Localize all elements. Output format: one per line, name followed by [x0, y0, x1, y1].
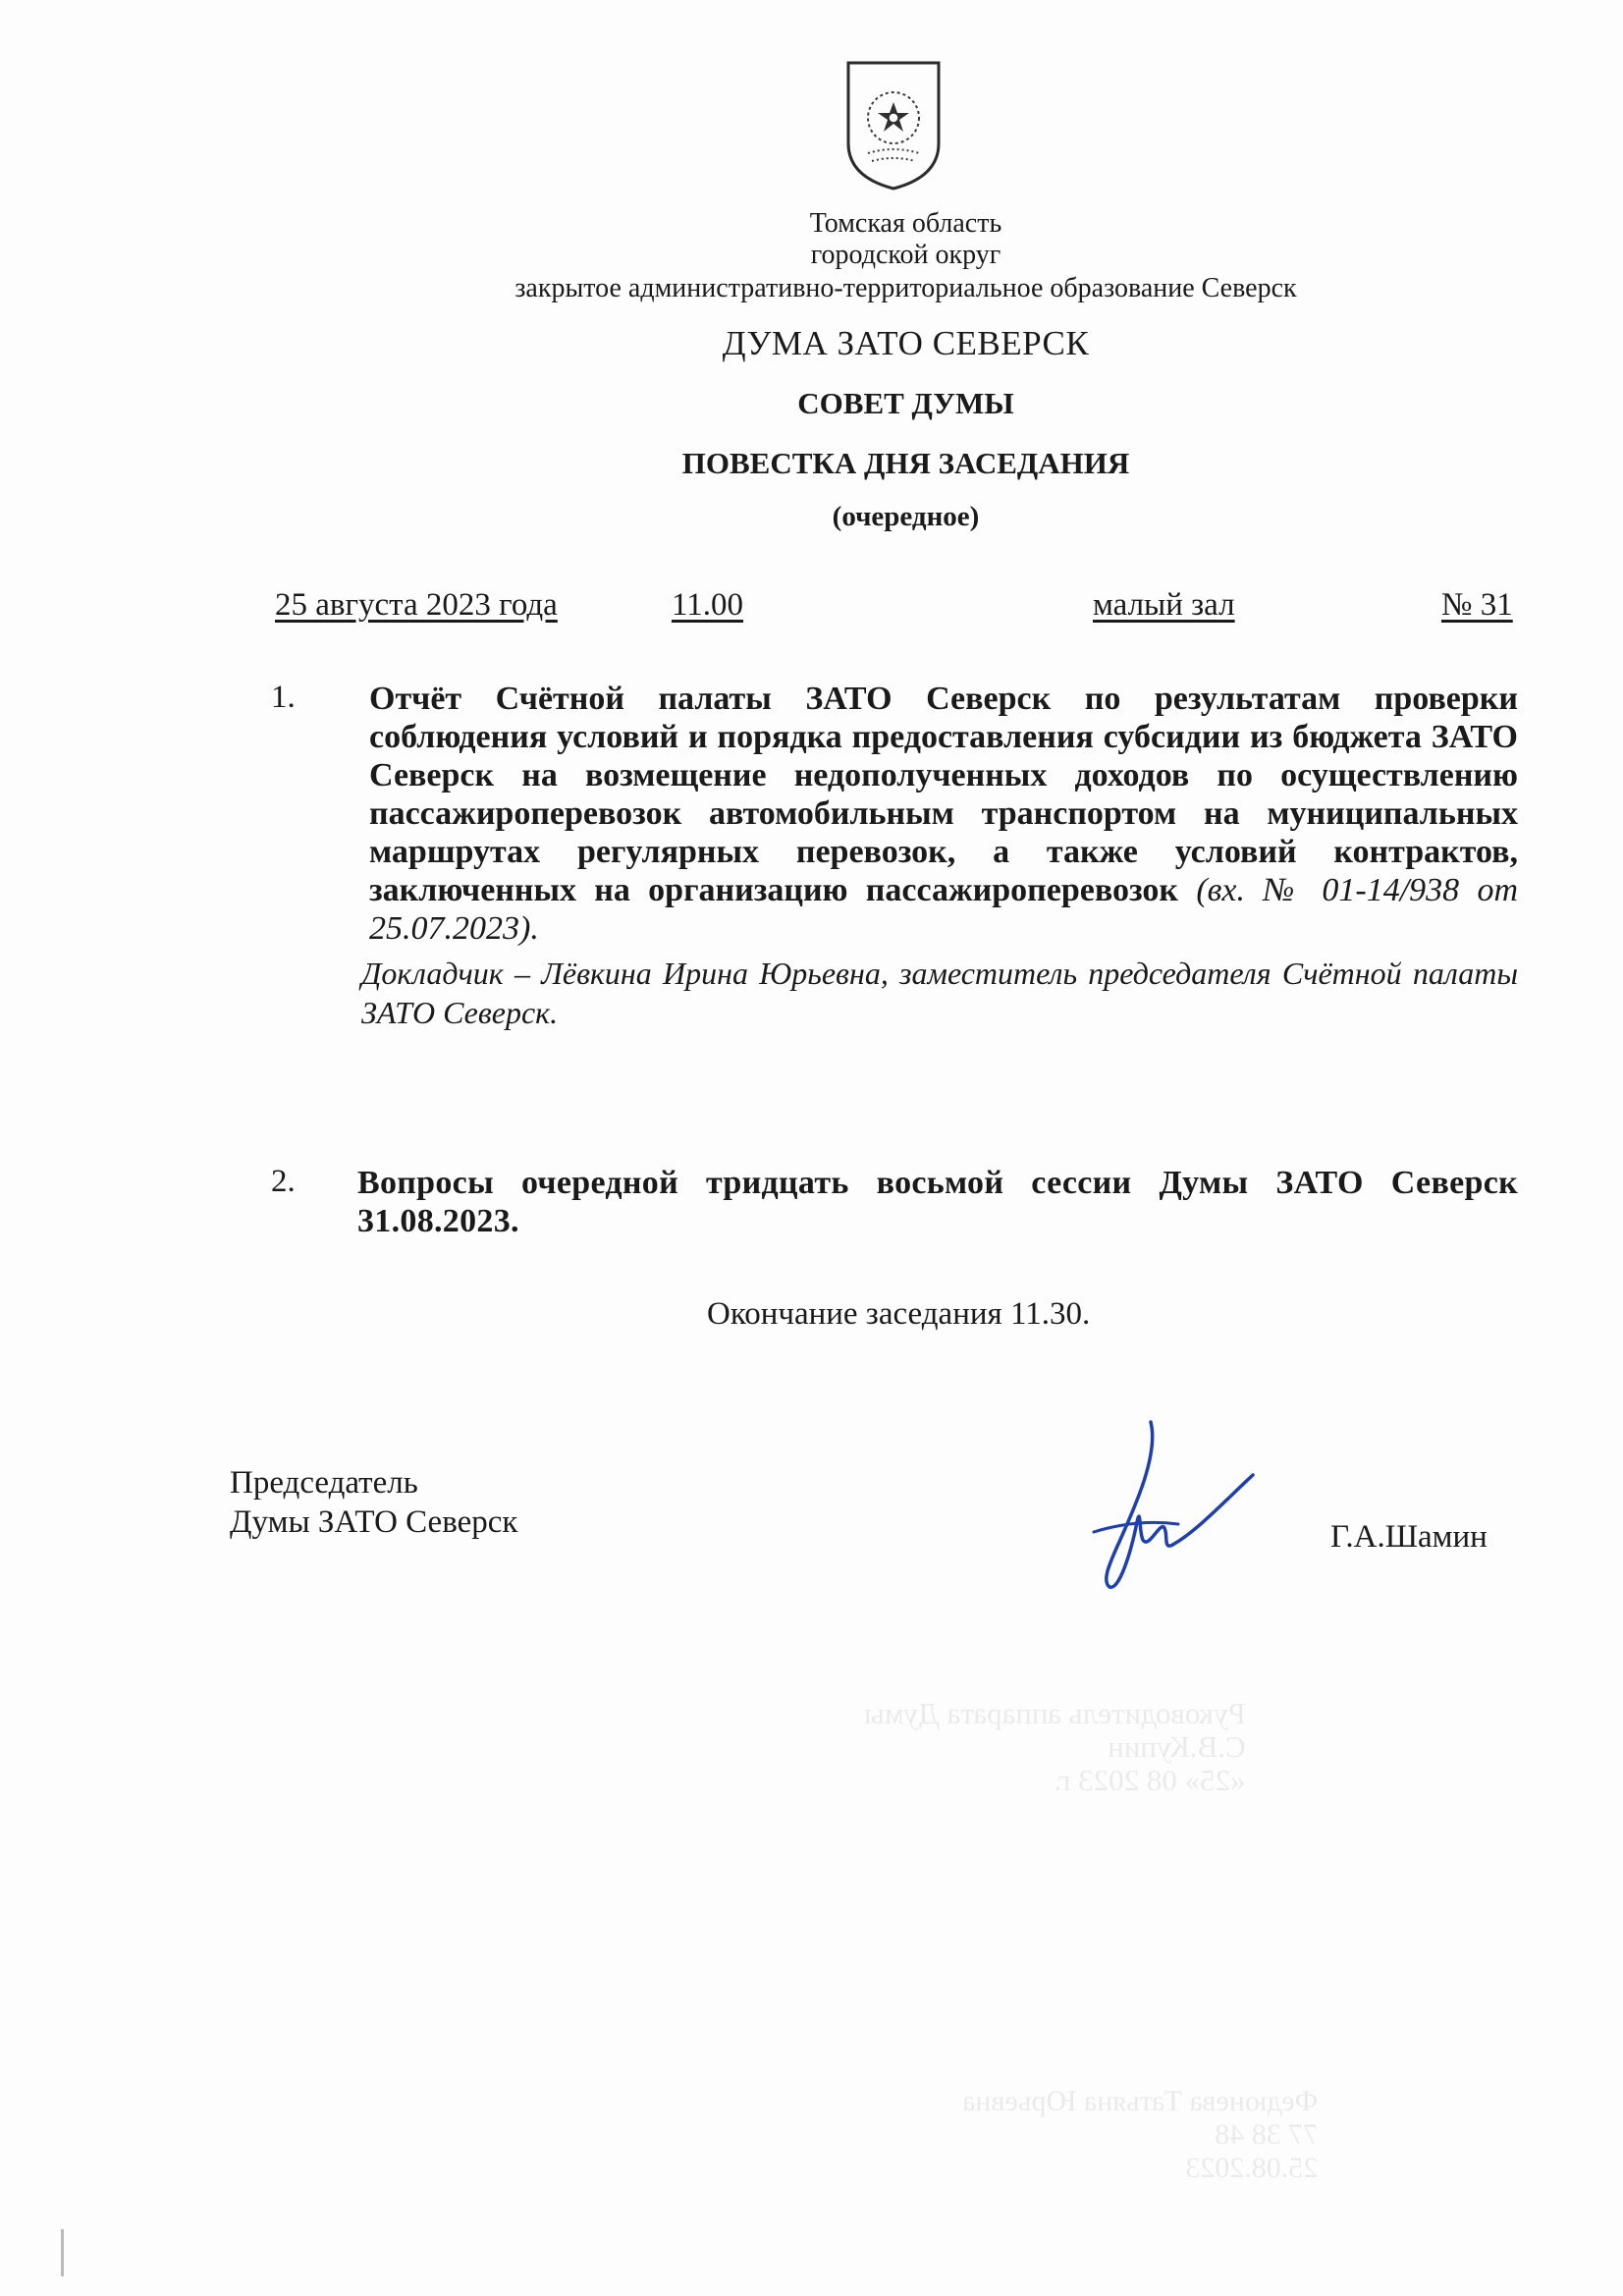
bleed-through-line: Руководитель аппарата Думы	[864, 1696, 1246, 1730]
signatory-position-line: Председатель	[230, 1465, 418, 1501]
bleed-through-executor	[962, 2085, 1318, 2185]
bleed-through-line: 25.08.2023	[1185, 2152, 1319, 2184]
bleed-through-line: «25» 08 2023 г.	[1054, 1763, 1246, 1797]
closing-time: Окончание заседания 11.30.	[707, 1296, 1091, 1332]
meeting-date: 25 августа 2023 года	[275, 587, 558, 623]
zato-line: закрытое административно-территориальное образование Северск	[514, 273, 1297, 303]
agenda-item-body	[357, 1164, 1518, 1240]
meeting-time: 11.00	[672, 587, 744, 623]
bleed-through-approval	[864, 1697, 1246, 1797]
district-line: городской округ	[810, 240, 1001, 270]
agenda-item-title-text: Отчёт Счётной палаты ЗАТО Северск по результатам проверки соблюдения условий и порядка предоставления субсидии из бюджета ЗАТО Северск на возмещение недополученных доходов по осуществлению пассажироперевозок автомобильным транспортом на муниципальных маршрутах регулярных перевозок, а также условий контрактов, заключенных на организацию пассажироперевозок	[369, 681, 1518, 908]
bleed-through-line: 77 38 48	[1215, 2118, 1319, 2151]
scan-mark	[61, 2229, 64, 2276]
agenda-item-number: 1.	[271, 680, 296, 715]
meeting-room: малый зал	[1093, 587, 1235, 623]
handwritten-signature-icon	[1080, 1414, 1257, 1611]
meeting-kind: (очередное)	[832, 501, 980, 532]
agenda-item-title	[369, 680, 1518, 948]
duma-title: ДУМА ЗАТО СЕВЕРСК	[722, 324, 1090, 362]
city-coat-of-arms-icon	[842, 57, 945, 192]
agenda-item-title: Вопросы очередной тридцать восьмой сессии Думы ЗАТО Северск 31.08.2023.	[357, 1165, 1518, 1239]
bleed-through-line: Федюнева Татьяна Юрьевна	[962, 2085, 1319, 2117]
agenda-item-body	[361, 680, 1519, 1032]
meeting-number: № 31	[1441, 587, 1513, 623]
bleed-through-line: С.В.Купин	[1108, 1729, 1246, 1764]
signatory-name: Г.А.Шамин	[1330, 1519, 1488, 1555]
agenda-item-reference: (вх. № 01-14/938 от 25.07.2023).	[369, 872, 1519, 947]
region-line: Томская область	[809, 208, 1002, 239]
signatory-position	[230, 1463, 517, 1542]
agenda-title: ПОВЕСТКА ДНЯ ЗАСЕДАНИЯ	[681, 446, 1130, 480]
council-title: СОВЕТ ДУМЫ	[797, 386, 1014, 420]
agenda-item-number: 2.	[271, 1164, 296, 1199]
agenda-item-speaker: Докладчик – Лёвкина Ирина Юрьевна, заместитель председателя Счётной палаты ЗАТО Северск.	[361, 956, 1518, 1030]
signatory-position-line: Думы ЗАТО Северск	[230, 1504, 518, 1540]
